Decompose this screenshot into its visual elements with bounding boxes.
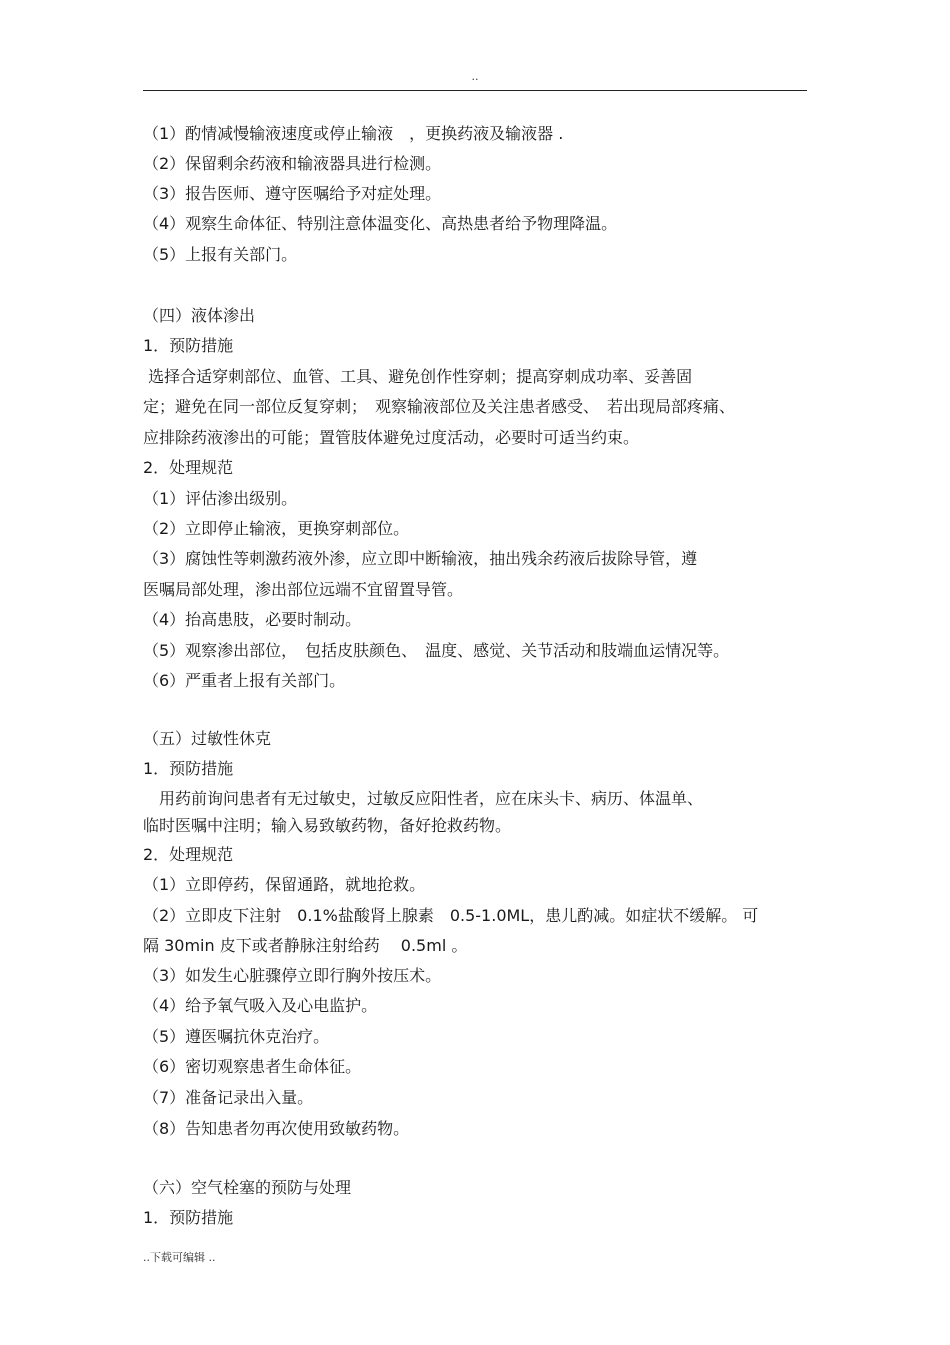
page-header: .. bbox=[471, 70, 479, 83]
list-item: （4）给予氧气吸入及心电监护。 bbox=[143, 996, 378, 1015]
subsection-heading: 2．处理规范 bbox=[143, 845, 234, 864]
list-item: （3）腐蚀性等刺激药液外渗，应立即中断输液，抽出残余药液后拔除导管，遵 bbox=[143, 549, 698, 568]
list-item: （6）严重者上报有关部门。 bbox=[143, 671, 346, 690]
list-item: （5）遵医嘱抗休克治疗。 bbox=[143, 1027, 330, 1046]
subsection-heading: 2．处理规范 bbox=[143, 458, 234, 477]
paragraph-line: 用药前询问患者有无过敏史，过敏反应阳性者，应在床头卡、病历、体温单、 bbox=[143, 789, 704, 808]
list-item: （6）密切观察患者生命体征。 bbox=[143, 1057, 362, 1076]
list-item: （1）立即停药，保留通路，就地抢救。 bbox=[143, 875, 426, 894]
list-item: （4）观察生命体征、特别注意体温变化、高热患者给予物理降温。 bbox=[143, 214, 618, 233]
list-item: （2）保留剩余药液和输液器具进行检测。 bbox=[143, 154, 442, 173]
page-footer: ..下载可编辑 .. bbox=[143, 1251, 216, 1264]
list-item: （1）酌情减慢输液速度或停止输液 ，更换药液及输液器 . bbox=[143, 124, 564, 143]
list-item: （4）抬高患肢，必要时制动。 bbox=[143, 610, 362, 629]
subsection-heading: 1．预防措施 bbox=[143, 759, 234, 778]
list-item: （7）准备记录出入量。 bbox=[143, 1088, 314, 1107]
list-item: （2）立即停止输液，更换穿刺部位。 bbox=[143, 519, 410, 538]
list-item: （8）告知患者勿再次使用致敏药物。 bbox=[143, 1119, 410, 1138]
header-rule bbox=[143, 90, 807, 91]
section-heading: （五）过敏性休克 bbox=[143, 729, 272, 748]
subsection-heading: 1．预防措施 bbox=[143, 336, 234, 355]
subsection-heading: 1．预防措施 bbox=[143, 1208, 234, 1227]
list-item: （1）评估渗出级别。 bbox=[143, 489, 298, 508]
paragraph-line: 应排除药液渗出的可能；置管肢体避免过度活动，必要时可适当约束。 bbox=[143, 428, 640, 447]
list-item-continuation: 隔 30min 皮下或者静脉注射给药 0.5ml 。 bbox=[143, 936, 468, 955]
list-item: （5）上报有关部门。 bbox=[143, 245, 298, 264]
paragraph-line: 临时医嘱中注明；输入易致敏药物，备好抢救药物。 bbox=[143, 816, 512, 835]
section-heading: （六）空气栓塞的预防与处理 bbox=[143, 1178, 352, 1197]
paragraph-line: 定；避免在同一部位反复穿刺； 观察输液部位及关注患者感受、 若出现局部疼痛、 bbox=[143, 397, 736, 416]
list-item: （5）观察渗出部位， 包括皮肤颜色、 温度、感觉、关节活动和肢端血运情况等。 bbox=[143, 641, 730, 660]
list-item: （2）立即皮下注射 0.1%盐酸肾上腺素 0.5-1.0ML，患儿酌减。如症状不缓解。 可 bbox=[143, 906, 759, 925]
list-item: （3）报告医师、遵守医嘱给予对症处理。 bbox=[143, 184, 442, 203]
list-item: （3）如发生心脏骤停立即行胸外按压术。 bbox=[143, 966, 442, 985]
list-item-continuation: 医嘱局部处理，渗出部位远端不宜留置导管。 bbox=[143, 580, 464, 599]
paragraph-line: 选择合适穿刺部位、血管、工具、避免创作性穿刺；提高穿刺成功率、妥善固 bbox=[143, 367, 693, 386]
section-heading: （四）液体渗出 bbox=[143, 306, 256, 325]
